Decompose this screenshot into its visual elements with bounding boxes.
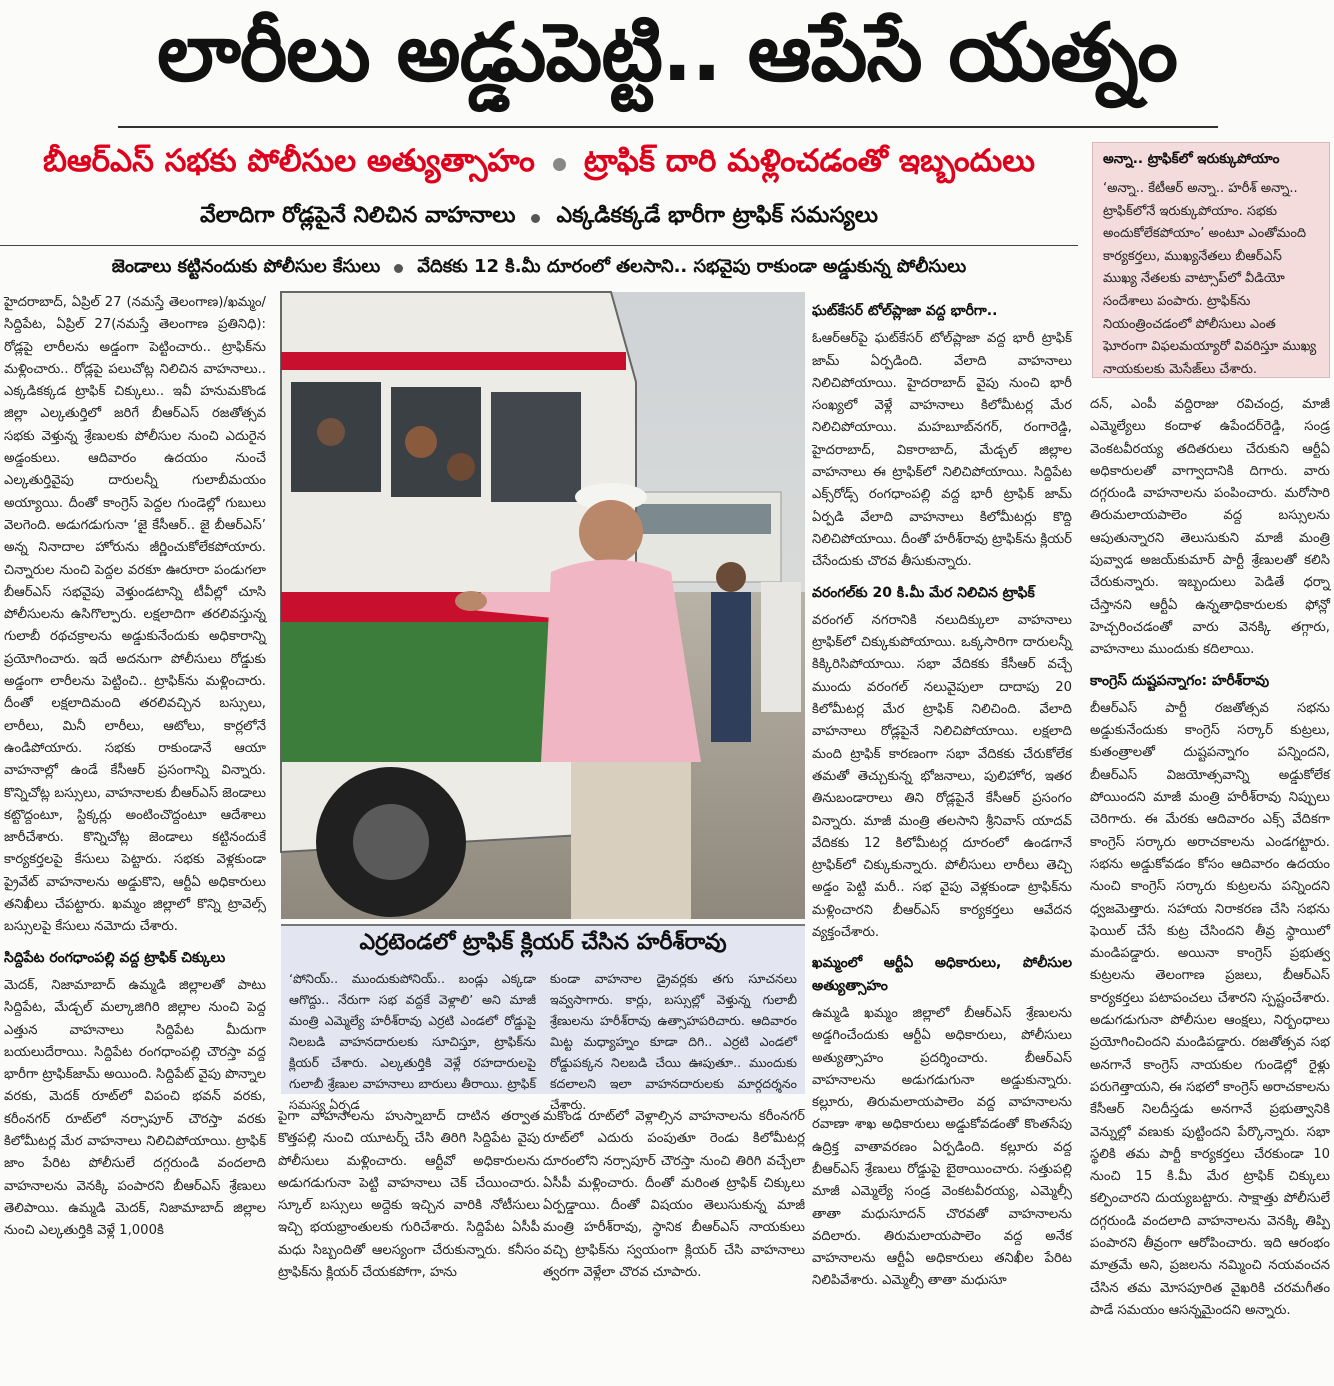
deck-line-3-b: వేదికకు 12 కి.మీ దూరంలో తలసాని.. సభవైపు రాకుండా అడ్డుకున్న పోలీసులు bbox=[417, 255, 967, 277]
article-column-2a bbox=[278, 1106, 540, 1386]
article-column-1 bbox=[4, 292, 266, 1386]
deck-line-1-a: బీఆర్‌ఎస్‌ సభకు పోలీసుల అత్యుత్సాహం bbox=[43, 142, 535, 179]
deck-line-3-a: జెండాలు కట్టినందుకు పోలీసుల కేసులు bbox=[111, 255, 381, 277]
article-paragraph: బీఆర్‌ఎస్‌ పార్టీ రజతోత్సవ సభను అడ్డుకునేందుకు కాంగ్రెస్‌ సర్కార్‌ కుట్రలు, కుతంత్రాలతో దుష్టపన్నాగం పన్నిందని, బీఆర్‌ఎస్‌ విజయోత్సవాన్ని అడ్డుకోలేక పోయిందని మాజీ మంత్రి హరీశ్‌రావు నిప్పులు చెరిగారు. ఈ మేరకు ఆదివారం ఎక్స్‌ వేదికగా కాంగ్రెస్‌ సర్కారు అరాచకాలను ఎండగట్టారు. సభను అడ్డుకోవడం కోసం ఆదివారం ఉదయం నుంచి కాంగ్రెస్‌ సర్కారు కుట్రలను పన్నిందని ధ్వజమెత్తారు. సహాయ నిరాకరణ చేసి సభను ఫెయిల్‌ చేసే కుట్ర చేసిందని తీవ్ర స్థాయిలో మండిపడ్డారు. అయినా కాంగ్రెస్‌ ప్రభుత్వ కుట్రలను తెలంగాణ ప్రజలు, బీఆర్‌ఎస్‌ కార్యకర్తలు పటాపంచలు చేశారని స్పష్టంచేశారు. అడుగడుగునా పోలీసుల ఆంక్షలు, నిర్బంధాలు ప్రయోగించిందని మండిపడ్డారు. రజతోత్సవ సభ అనగానే కాంగ్రెస్‌ నాయకుల గుండెల్లో రైళ్లు పరుగెత్తాయని, ఈ సభలో కాంగ్రెస్‌ అరాచకాలను కేసీఆర్‌ నిలదీస్తడు అనగానే ప్రభుత్వానికి వెన్నుల్లో వణుకు పుట్టిందని పేర్కొన్నారు. సభా స్థలికి తమ పార్టీ కార్యకర్తలు చేరకుండా 10 నుంచి 15 కి.మీ మేర ట్రాఫిక్‌ చిక్కులు కల్పించారని దుయ్యబట్టారు. సాక్షాత్తు పోలీసులే దగ్గరుండి వందలాది వాహనాలను వెనక్కి తిప్పి పంపారని తీవ్రంగా ఆరోపించారు. ఇది ఆరంభం మాత్రమే అని, ప్రజలను నమ్మించి నయవంచన చేసిన తమ మోసపూరిత వైఖరికి చరమగీతం పాడే సమయం ఆసన్నమైందని అన్నారు. bbox=[1090, 700, 1330, 1318]
deck-line-1 bbox=[0, 140, 1078, 188]
headline-rule bbox=[118, 126, 1218, 128]
deck-line-3 bbox=[0, 252, 1078, 284]
article-column-3 bbox=[812, 292, 1072, 1386]
caption-column-b: కుండా వాహనాల డ్రైవర్లకు తగు సూచనలు ఇవ్వసాగారు. కార్లు, బస్సుల్లో వెళ్తున్న గులాబీ శ్రేణులను హరీశ్‌రావు ఉత్సాహపరిచారు. ఆదివారం మిట్ట మధ్యాహ్నం కూడా దిగి.. ఎర్రటి ఎండలో రోడ్డుపక్కన నిలబడి చేయి ఊపుతూ.. ముందుకు కదలాలని ఇలా వాహనదారులకు మార్గదర్శనం చేశారు. bbox=[550, 971, 797, 1112]
caption-box bbox=[281, 924, 805, 1112]
deck-line-1-b: ట్రాఫిక్‌ దారి మళ్లించడంతో ఇబ్బందులు bbox=[583, 142, 1035, 179]
article-column-2b bbox=[543, 1106, 805, 1386]
subheading: ఘట్‌కేసర్‌ టోల్‌ప్లాజా వద్ద భారీగా.. bbox=[812, 303, 998, 319]
bullet-icon bbox=[553, 158, 566, 171]
article-paragraph: ఉమ్మడి ఖమ్మం జిల్లాలో బీఆర్‌ఎస్‌ శ్రేణులను అడ్డగించేందుకు ఆర్టీఏ అధికారులు, పోలీసులు అత్యుత్సాహం ప్రదర్శించారు. బీఆర్‌ఎస్‌ వాహనాలను అడుగడుగునా అడ్డుకున్నారు. కల్లూరు, తిరుమలాయపాలెం వద్ద వాహనాలను రవాణా శాఖ అధికారులు అడ్డుకోవడంతో కొంతసేపు ఉద్రిక్త వాతావరణం ఏర్పడింది. కల్లూరు వద్ద బీఆర్‌ఎస్‌ శ్రేణులు రోడ్డుపై బైఠాయించారు. సత్తుపల్లి మాజీ ఎమ్మెల్యే సండ్ర వెంకటవీరయ్య, ఎమ్మెల్సీ తాతా మధుసూదన్‌ చొరవతో వాహనాలను వదిలారు. తిరుమలాయపాలెం వద్ద అనేక వాహనాలను ఆర్టీఏ అధికారులు తనిఖీల పేరిట నిలిపివేశారు. ఎమ్మెల్సీ తాతా మధుసూ bbox=[812, 1005, 1072, 1289]
caption-title: ఎర్రటెండలో ట్రాఫిక్‌ క్లియర్‌ చేసిన హరీశ్‌రావు bbox=[359, 930, 727, 955]
deck-rule bbox=[0, 245, 1078, 246]
photo-illustration bbox=[281, 292, 805, 919]
subheading: వరంగల్‌కు 20 కి.మీ మేర నిలిచిన ట్రాఫిక్‌ bbox=[812, 584, 1035, 601]
caption-column-a: ‘పోనియ్‌.. ముందుకుపోనియ్‌.. బండ్లు ఎక్కడా ఆగొద్దు.. నేరుగా సభ వద్దకే వెళ్లాలి’ అని మాజీ మంత్రి ఎమ్మెల్యే హరీశ్‌రావు ఎర్రటి ఎండలో రోడ్డుపై నిలబడి వాహనదారులకు సూచిస్తూ, ట్రాఫిక్‌ను క్లియర్‌ చేశారు. ఎల్కతుర్తికి వెళ్లే రహదారులపై గులాబీ శ్రేణుల వాహనాలు బారులు తీరాయి. ట్రాఫిక్‌ సమస్య ఏర్పడ bbox=[289, 971, 536, 1112]
bullet-icon bbox=[531, 214, 540, 223]
article-paragraph: మకొండ రూట్‌లో వెళ్లాల్సిన వాహనాలను కరీంనగర్‌ రూట్‌లో ఎదురు పంపుతూ రెండు కిలోమీటర్ల దూరంలోని నర్సాపూర్‌ చౌరస్తా నుంచి తిరిగి వచ్చేలా ఏసీపీ మళ్లించారు. దీంతో మరింత ట్రాఫిక్‌ చిక్కులు ఏర్పడ్డాయి. దీంతో విషయం తెలుసుకున్న మాజీ మంత్రి హరీశ్‌రావు, స్థానిక బీఆర్‌ఎస్‌ నాయకులు వచ్చి ట్రాఫిక్‌ను స్వయంగా క్లియర్‌ చేసి వాహనాలు త్వరగా వెళ్లేలా చొరవ చూపారు. bbox=[543, 1109, 805, 1281]
article-paragraph: పైగా వాహనాలను హుస్నాబాద్‌ దాటిన తర్వాత కొత్తపల్లి నుంచి యూటర్న్‌ చేసి తిరిగి సిద్దిపేట వైపు పోలీసులు మళ్లించారు. ఆర్టీవో అధికారులను అడుగడుగునా పెట్టి వాహనాలు చెక్‌ చేయించారు. స్కూల్‌ బస్సులు అద్దెకు ఇచ్చిన వారికి నోటీసులు ఇచ్చి భయభ్రాంతులకు గురిచేశారు. సిద్దిపేట ఏసీపీ మధు సిబ్బందితో ఆలస్యంగా చేరుకున్నారు. కనీసం ట్రాఫిక్‌ను క్లియర్‌ చేయకపోగా, హను bbox=[278, 1109, 540, 1281]
news-photo bbox=[281, 292, 805, 919]
deck-line-2 bbox=[0, 198, 1078, 238]
deck-line-2-a: వేలాదిగా రోడ్లపైనే నిలిచిన వాహనాలు bbox=[200, 203, 516, 228]
subheading: ఖమ్మంలో ఆర్టీఏ అధికారులు, పోలీసుల అత్యుత్సాహం bbox=[812, 955, 1072, 994]
article-paragraph: వరంగల్‌ నగరానికి నలుదిక్కులా వాహనాలు ట్రాఫిక్‌లో చిక్కుకుపోయాయి. ఒక్కసారిగా దారులన్నీ కిక్కిరిసిపోయాయి. సభా వేదికకు కేసీఆర్‌ వచ్చే ముందు వరంగల్‌ నలువైపులా దాదాపు 20 కిలోమీటర్ల మేర ట్రాఫిక్‌ నిలిచింది. వేలాది వాహనాలు రోడ్లపైనే నిలిచిపోయాయి. లక్షలాది మంది ట్రాఫిక్‌ కారణంగా సభా వేదికకు చేరుకోలేక తమతో తెచ్చుకున్న భోజనాలు, పులిహోర, ఇతర తినుబండారాలు తిని రోడ్లపైనే కేసీఆర్‌ ప్రసంగం విన్నారు. మాజీ మంత్రి తలసాని శ్రీనివాస్‌ యాదవ్‌ వేదికకు 12 కిలోమీటర్ల దూరంలో ఉండగానే ట్రాఫిక్‌లో చిక్కుకున్నారు. పోలీసులు లారీలు తెచ్చి అడ్డం పెట్టి మరీ.. సభ వైపు వెళ్లకుండా ట్రాఫిక్‌ను మళ్లించారని బీఆర్‌ఎస్‌ కార్యకర్తలు ఆవేదన వ్యక్తంచేశారు. bbox=[812, 612, 1072, 941]
sidebar-body: ‘అన్నా.. కేటీఆర్‌ అన్నా.. హరీశ్‌ అన్నా.. ట్రాఫిక్‌లోనే ఇరుక్కుపోయాం. సభకు అందుకోలేకపోయాం’ అంటూ ఎంతోమంది కార్యకర్తలు, ముఖ్యనేతలు బీఆర్‌ఎస్‌ ముఖ్య నేతలకు వాట్సాప్‌లో వీడియో సందేశాలు పంపారు. ట్రాఫిక్‌ను నియంత్రించడంలో పోలీసులు ఎంత ఘోరంగా విఫలమయ్యారో వివరిస్తూ ముఖ్య నాయకులకు మెసేజ్‌లు చేశారు. bbox=[1103, 181, 1317, 377]
caption-columns bbox=[289, 968, 797, 1115]
article-paragraph: ఓఆర్‌ఆర్‌పై ఘట్‌కేసర్‌ టోల్‌ప్లాజా వద్ద భారీ ట్రాఫిక్‌ జామ్‌ ఏర్పడింది. వేలాది వాహనాలు నిలిచిపోయాయి. హైదరాబాద్‌ వైపు నుంచి భారీ సంఖ్యలో వెళ్లే వాహనాలు కిలోమీటర్ల మేర నిలిచిపోయాయి. మహబూబ్‌నగర్‌, రంగారెడ్డి, హైదరాబాద్‌, వికారాబాద్‌, మేడ్చల్‌ జిల్లాల వాహనాలు ఈ ట్రాఫిక్‌లో నిలిచిపోయాయి. సిద్దిపేట ఎక్స్‌రోడ్స్‌ రంగధాంపల్లి వద్ద భారీ ట్రాఫిక్‌ జామ్‌ ఏర్పడి వేలాది వాహనాలు కిలోమీటర్లు కొద్ది నిలిచిపోయాయి. దీంతో హరీశ్‌రావు ట్రాఫిక్‌ను క్లియర్‌ చేసేందుకు చొరవ తీసుకున్నారు. bbox=[812, 331, 1072, 570]
sidebar-title: అన్నా.. ట్రాఫిక్‌లో ఇరుక్కుపోయాం bbox=[1103, 151, 1280, 167]
subheading: కాంగ్రెస్‌ దుష్టపన్నాగం: హరీశ్‌రావు bbox=[1090, 672, 1270, 689]
headline: లారీలు అడ్డుపెట్టి.. ఆపేసే యత్నం bbox=[157, 6, 1177, 99]
article-paragraph: దన్‌, ఎంపీ వద్దిరాజు రవిచంద్ర, మాజీ ఎమ్మెల్యేలు కందాళ ఉపేందర్‌రెడ్డి, సండ్ర వెంకటవీరయ్య తదితరులు చేరుకుని ఆర్టీఏ అధికారులతో వాగ్వాదానికి దిగారు. వారు దగ్గరుండి వాహనాలను పంపించారు. మరోసారి తిరుమలాయపాలెం వద్ద బస్సులను ఆపుతున్నారని తెలుసుకుని మాజీ మంత్రి పువ్వాడ అజయ్‌కుమార్‌ పార్టీ శ్రేణులతో కలిసి చేరుకున్నారు. ఇబ్బందులు పెడితే ధర్నా చేస్తానని ఆర్టీఏ ఉన్నతాధికారులకు ఫోన్లో హెచ్చరించడంతో వారు వెనక్కి తగ్గారు, వాహనాలు ముందుకు కదిలాయి. bbox=[1090, 397, 1330, 658]
deck-line-2-b: ఎక్కడికక్కడే భారీగా ట్రాఫిక్‌ సమస్యలు bbox=[556, 203, 878, 228]
article-column-4 bbox=[1090, 394, 1330, 1386]
article-paragraph: మెదక్‌, నిజామాబాద్‌ ఉమ్మడి జిల్లాలతో పాటు సిద్దిపేట, మేడ్చల్‌ మల్కాజిగిరి జిల్లాల నుంచి పెద్ద ఎత్తున వాహనాలు సిద్దిపేట మీదుగా బయలుదేరాయి. సిద్దిపేట రంగధాంపల్లి చౌరస్తా వద్ద భారీగా ట్రాఫిక్‌జామ్‌ అయింది. సిద్దిపేట్‌ వైపు పొన్నాల వరకు, మెదక్‌ రూట్‌లో విపంచి భవన్‌ వరకు, కరీంనగర్‌ రూట్‌లో నర్సాపూర్‌ చౌరస్తా వరకు కిలోమీటర్ల మేర వాహనాలు నిలిచిపోయాయి. ట్రాఫిక్‌ జాం పేరిట పోలీసులే దగ్గరుండి వందలాది వాహనాలను వెనక్కి పంపారని బీఆర్‌ఎస్‌ శ్రేణులు తెలిపాయి. ఉమ్మడి మెదక్‌, నిజామాబాద్‌ జిల్లాల నుంచి ఎల్కతుర్తికి వెళ్లే 1,000కి bbox=[4, 977, 266, 1239]
subheading: సిద్దిపేట రంగధాంపల్లి వద్ద ట్రాఫిక్‌ చిక్కులు bbox=[4, 949, 226, 966]
bullet-icon bbox=[394, 264, 403, 273]
article-paragraph: హైదరాబాద్‌, ఏప్రిల్‌ 27 (నమస్తే తెలంగాణ)/ఖమ్మం/సిద్దిపేట, ఏప్రిల్‌ 27(నమస్తే తెలంగాణ ప్రతినిధి): రోడ్లపై లారీలను అడ్డంగా పెట్టించారు.. ట్రాఫిక్‌ను మళ్లించారు.. రోడ్లపై పలుచోట్ల నిలిచిన వాహనాలు.. ఎక్కడికక్కడ ట్రాఫిక్‌ చిక్కులు.. ఇవీ హనుమకొండ జిల్లా ఎల్కతుర్తిలో జరిగే బీఆర్‌ఎస్‌ రజతోత్సవ సభకు వెళ్తున్న శ్రేణులకు పోలీసుల నుంచి ఎదురైన అడ్డంకులు. ఆదివారం ఉదయం నుంచే ఎల్కతుర్తివైపు దారులన్నీ గులాబీమయం అయ్యాయి. దీంతో కాంగ్రెస్‌ పెద్దల గుండెల్లో గుబులు వెలగెంది. అడుగడుగునా ‘జై కేసీఆర్‌.. జై బీఆర్‌ఎస్‌’ అన్న నినాదాల హోరును జీర్ణించుకోలేకపోయారు. చిన్నారుల నుంచి పెద్దల వరకూ ఊరూరా పండుగలా బీఆర్‌ఎస్‌ సభవైపు వెళ్తుండటాన్ని టీవీల్లో చూసి పోలీసులను ఉసిగొల్పారు. లక్షలాదిగా తరలివస్తున్న గులాబీ రథచక్రాలను అడ్డుకునేందుకు అధికారాన్ని ప్రయోగించారు. ఇదే అదనుగా పోలీసులు రోడ్డుకు అడ్డంగా లారీలను పెట్టించి.. ట్రాఫిక్‌ను మళ్లించారు. దీంతో లక్షలాదిమంది తరలివచ్చిన బస్సులు, లారీలు, మినీ లారీలు, ఆటోలు, కార్లలోనే ఉండిపోయారు. సభకు రాకుండానే ఆయా వాహనాల్లో ఉండే కేసీఆర్‌ ప్రసంగాన్ని విన్నారు. కొన్నిచోట్ల బస్సులు, వాహనాలకు బీఆర్‌ఎస్‌ జెండాలు కట్టొద్దంటూ, స్టిక్కర్లు అంటించొద్దంటూ ఆదేశాలు జారీచేశారు. కొన్నిచోట్ల జెండాలు కట్టినందుకే కార్యకర్తలపై కేసులు పెట్టారు. సభకు వెళ్లకుండా ప్రైవేట్‌ వాహనాలను అడ్డుకొని, ఆర్టీఏ అధికారులు తనిఖీలు చేపట్టారు. ఖమ్మం జిల్లాలో కొన్ని ట్రావెల్స్‌ బస్సులపై కేసులు నమోదు చేశారు. bbox=[4, 295, 266, 935]
sidebar-box bbox=[1092, 142, 1330, 378]
